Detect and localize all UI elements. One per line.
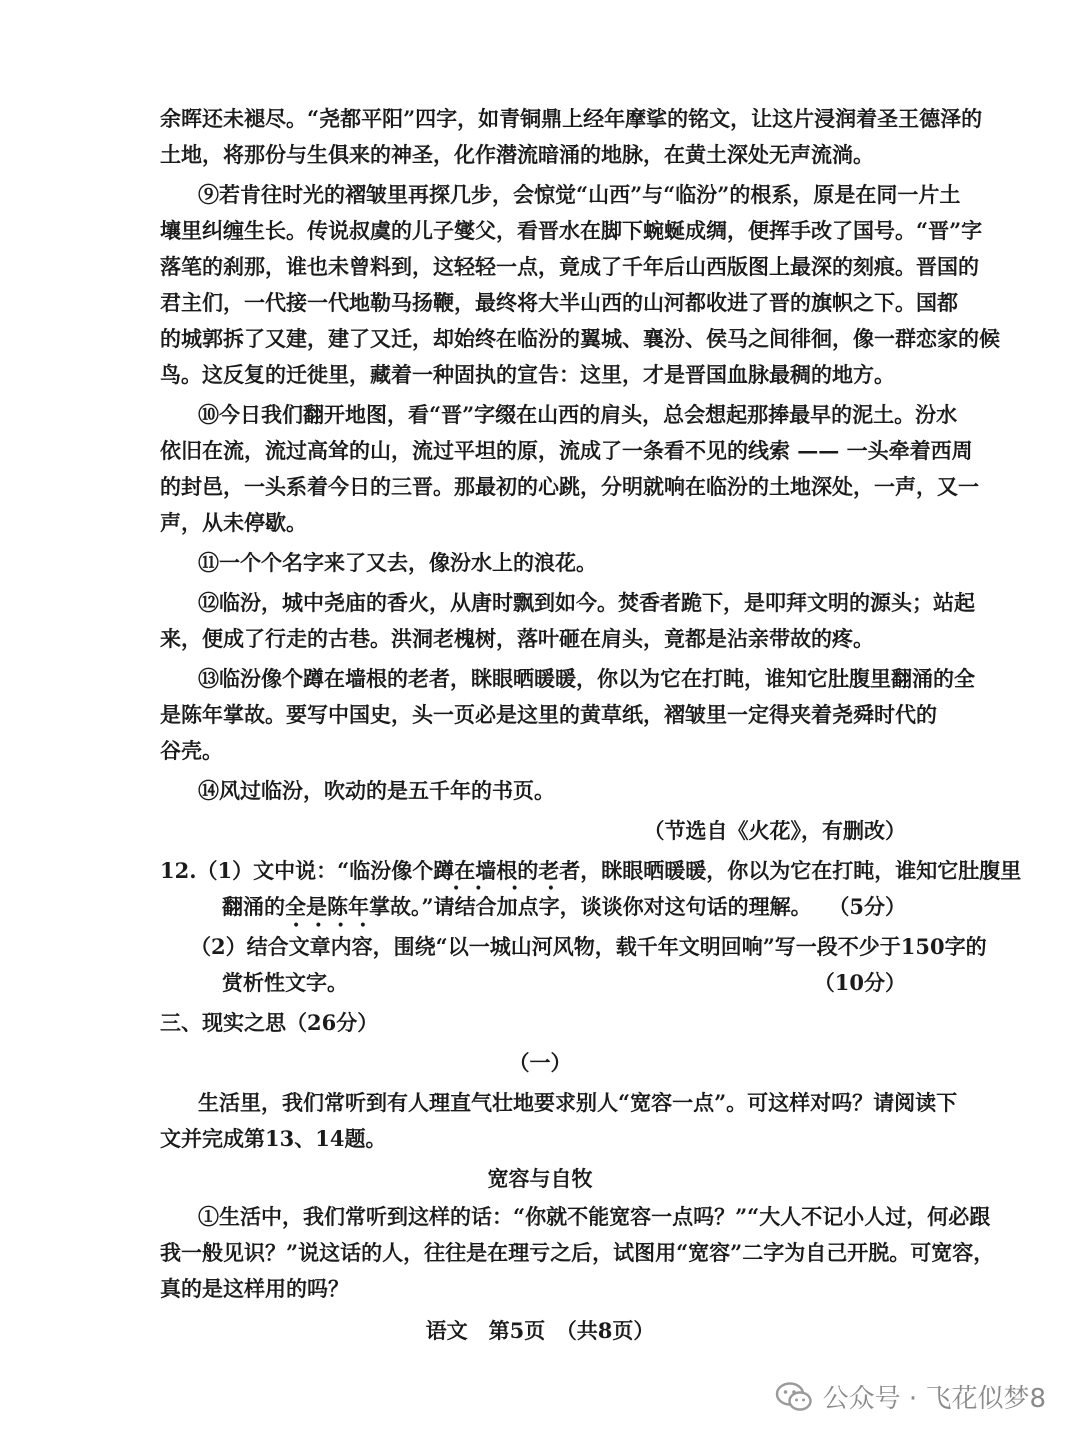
text-line: ⑩今日我们翻开地图，看“晋”字缀在山西的肩头，总会想起那捧最早的泥土。汾水 xyxy=(198,402,958,427)
text-line: 生活里，我们常听到有人理直气壮地要求别人“宽容一点”。可这样对吗？请阅读下 xyxy=(198,1090,958,1115)
article-title: 宽容与自牧 xyxy=(487,1166,593,1191)
text-line: 土地，将那份与生俱来的神圣，化作潜流暗涌的地脉，在黄土深处无声流淌。 xyxy=(160,142,874,167)
text-line: 真的是这样用的吗？ xyxy=(160,1276,349,1301)
emphasis-dots: • • • • xyxy=(292,918,368,934)
watermark-text: 公众号 · 飞花似梦8 xyxy=(822,1384,1046,1414)
question-12-2: （2）结合文章内容，围绕“以一城山河风物，载千年文明回响”写一段不少于150字的 xyxy=(190,934,987,959)
text-line: ⑭风过临汾，吹动的是五千年的书页。 xyxy=(198,778,555,803)
text-line: 余晖还未褪尽。“尧都平阳”四字，如青铜鼎上经年摩挲的铭文，让这片浸润着圣王德泽的 xyxy=(160,106,983,131)
source-note: （节选自《火花》，有删改） xyxy=(643,818,906,843)
text-line: ⑬临汾像个蹲在墙根的老者，眯眼晒暖暖，你以为它在打盹，谁知它肚腹里翻涌的全 xyxy=(198,666,975,691)
text-line: 文并完成第13、14题。 xyxy=(160,1126,387,1151)
text-line: 声，从未停歇。 xyxy=(160,510,307,535)
watermark xyxy=(775,1378,1046,1415)
text-line: 鸟。这反复的迁徙里，藏着一种固执的宣告：这里，才是晋国血脉最稠的地方。 xyxy=(160,362,895,387)
page-footer: 语文 第5页 （共8页） xyxy=(425,1318,655,1343)
text-line: 的城郭拆了又建，建了又迁，却始终在临汾的翼城、襄汾、侯马之间徘徊，像一群恋家的候 xyxy=(160,326,1000,351)
text-line: ⑫临汾，城中尧庙的香火，从唐时飘到如今。焚香者跪下，是叩拜文明的源头；站起 xyxy=(198,590,975,615)
text-line: 依旧在流，流过高耸的山，流过平坦的原，流成了一条看不见的线索 —— 一头牵着西周 xyxy=(160,438,973,463)
text-line: 是陈年掌故。要写中国史，头一页必是这里的黄草纸，褶皱里一定得夹着尧舜时代的 xyxy=(160,702,937,727)
section-heading: 三、现实之思（26分） xyxy=(160,1010,379,1035)
text-line: 我一般见识？”说这话的人，往往是在理亏之后，试图用“宽容”二字为自己开脱。可宽容， xyxy=(160,1240,995,1265)
text-line: 壤里纠缠生长。传说叔虞的儿子燮父，看晋水在脚下蜿蜒成绸，便挥手改了国号。“晋”字 xyxy=(160,218,983,243)
sub-heading: （一） xyxy=(508,1050,572,1075)
text-line: ⑨若肯往时光的褶皱里再探几步，会惊觉“山西”与“临汾”的根系，原是在同一片土 xyxy=(198,182,961,207)
text-line: ⑪一个个名字来了又去，像汾水上的浪花。 xyxy=(198,550,597,575)
question-12-2-line2: 赏析性文字。 xyxy=(222,970,348,995)
question-12-1: 12.（1）文中说：“临汾像个蹲在墙根的老者，眯眼晒暖暖，你以为它在打盹，谁知它肚腹里 xyxy=(160,858,1022,883)
emphasis-dots: • • • • xyxy=(452,881,556,897)
question-score: （5分） xyxy=(828,894,906,919)
text-line: 的封邑，一头系着今日的三晋。那最初的心跳，分明就响在临汾的土地深处，一声，又一 xyxy=(160,474,979,499)
question-score: （10分） xyxy=(813,970,906,995)
wechat-icon xyxy=(775,1381,813,1413)
question-12-1-line2: 翻涌的全是陈年掌故。”请结合加点字，谈谈你对这句话的理解。 xyxy=(222,894,812,919)
text-line: 来，便成了行走的古巷。洪洞老槐树，落叶砸在肩头，竟都是沾亲带故的疼。 xyxy=(160,626,874,651)
text-line: 谷壳。 xyxy=(160,738,223,763)
text-line: 君主们，一代接一代地勒马扬鞭，最终将大半山西的山河都收进了晋的旗帜之下。国都 xyxy=(160,290,958,315)
text-line: ①生活中，我们常听到这样的话：“你就不能宽容一点吗？”“大人不记小人过，何必跟 xyxy=(198,1204,991,1229)
text-line: 落笔的刹那，谁也未曾料到，这轻轻一点，竟成了千年后山西版图上最深的刻痕。晋国的 xyxy=(160,254,979,279)
